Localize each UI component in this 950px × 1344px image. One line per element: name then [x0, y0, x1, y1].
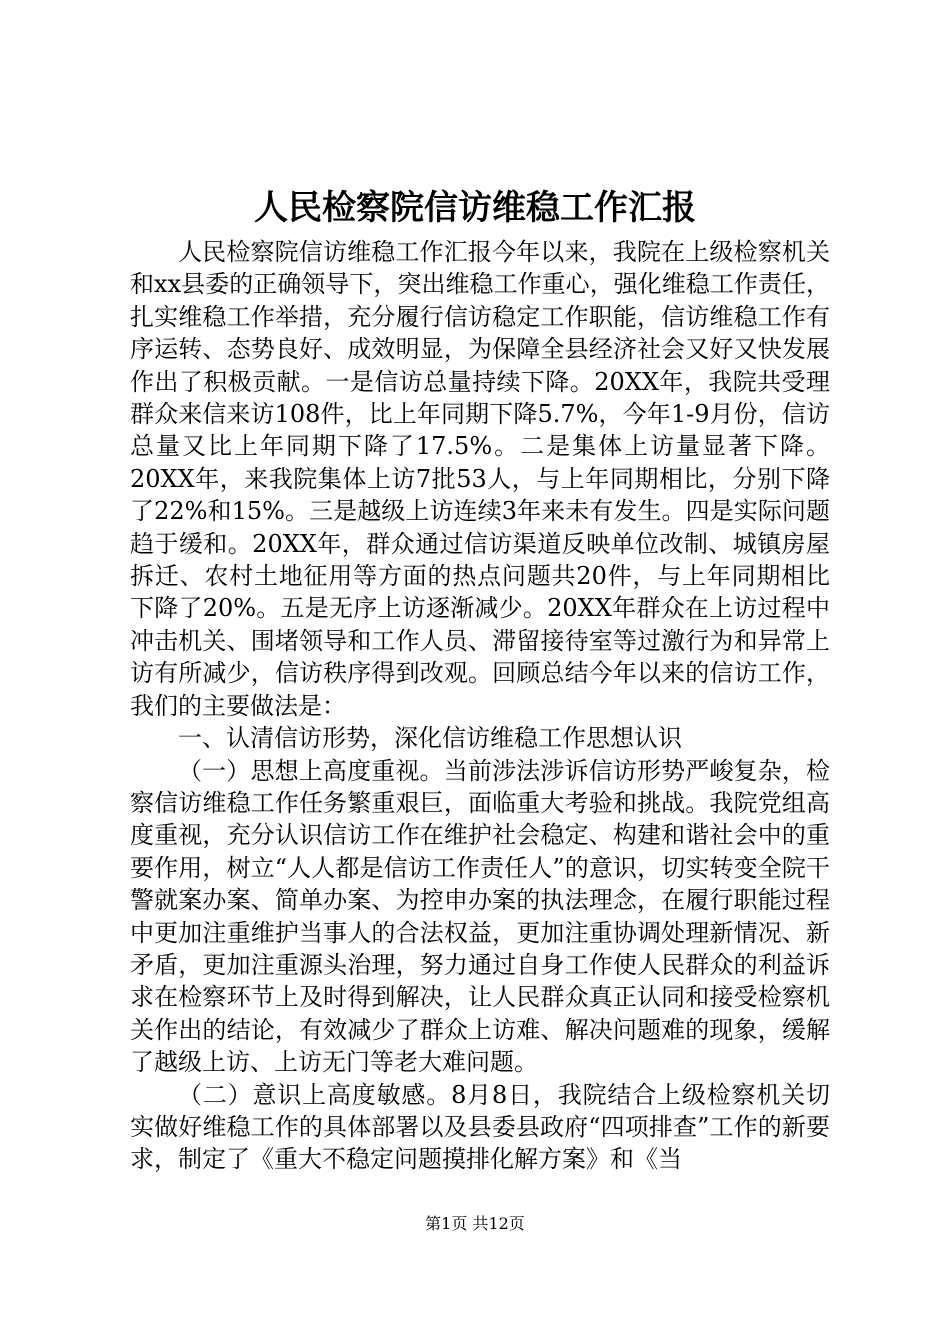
- document-title: 人民检察院信访维稳工作汇报: [254, 188, 696, 228]
- paragraph-subsection-1: （一）思想上高度重视。当前涉法涉诉信访形势严峻复杂，检察信访维稳工作任务繁重艰巨，面临重大考验和挑战。我院党组高度重视，充分认识信访工作在维护社会稳定、构建和谐社会中的重要作用，树立“人人都是信访工作责任人”的意识，切实转变全院干警就案办案、简单办案、为控申办案的执法理念，在履行职能过程中更加注重维护当事人的合法权益，更加注重协调处理新情况、新矛盾，更加注重源头治理，努力通过自身工作使人民群众的利益诉求在检察环节上及时得到解决，让人民群众真正认同和接受检察机关作出的结论，有效减少了群众上访难、解决问题难的现象，缓解了越级上访、上访无门等老大难问题。: [130, 756, 830, 1077]
- page-number-footer: 第1页 共12页: [425, 1214, 525, 1233]
- paragraph-subsection-2: （二）意识上高度敏感。8月8日，我院结合上级检察机关切实做好维稳工作的具体部署以及县委县政府“四项排查”工作的新要求，制定了《重大不稳定问题摸排化解方案》和《当: [130, 1080, 830, 1174]
- document-body: [130, 236, 830, 1176]
- section-heading-1: 一、认清信访形势，深化信访维稳工作思想认识: [178, 724, 682, 753]
- paragraph-intro: 人民检察院信访维稳工作汇报今年以来，我院在上级检察机关和xx县委的正确领导下，突出维稳工作重心，强化维稳工作责任，扎实维稳工作举措，充分履行信访稳定工作职能，信访维稳工作有序运转、态势良好、成效明显，为保障全县经济社会又好又快发展作出了积极贡献。一是信访总量持续下降。20XX年，我院共受理群众来信来访108件，比上年同期下降5.7%，今年1-9月份，信访总量又比上年同期下降了17.5%。二是集体上访量显著下降。20XX年，来我院集体上访7批53人，与上年同期相比，分别下降了22%和15%。三是越级上访连续3年来未有发生。四是实际问题趋于缓和。20XX年，群众通过信访渠道反映单位改制、城镇房屋拆迁、农村土地征用等方面的热点问题共20件，与上年同期相比下降了20%。五是无序上访逐渐减少。20XX年群众在上访过程中冲击机关、围堵领导和工作人员、滞留接待室等过激行为和异常上访有所减少，信访秩序得到改观。回顾总结今年以来的信访工作，我们的主要做法是：: [130, 238, 830, 720]
